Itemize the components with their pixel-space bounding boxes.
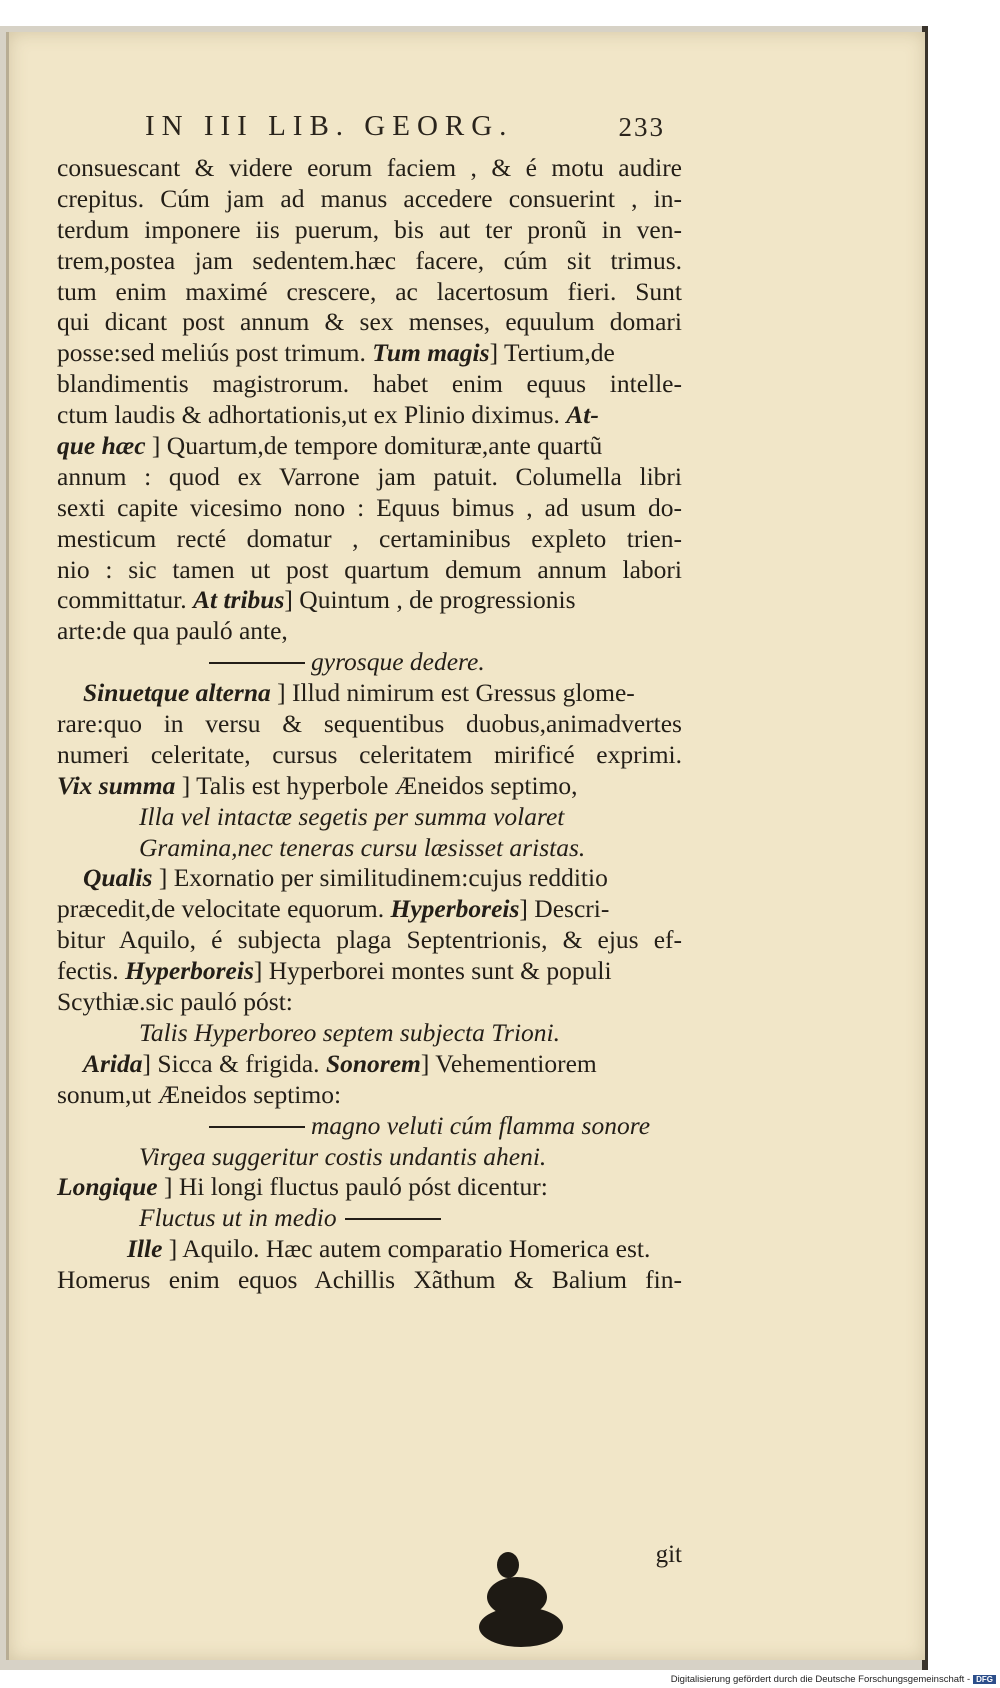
text-line: annum : quod ex Varrone jam patuit. Columella libri bbox=[57, 461, 682, 491]
ink-blot bbox=[497, 1552, 519, 1578]
quote-rule bbox=[209, 662, 305, 664]
text-line: nio : sic tamen ut post quartum demum annum labori bbox=[57, 554, 682, 584]
text-line bbox=[57, 1172, 682, 1203]
verse-line: Gramina,nec teneras cursu læsisset aristas. bbox=[139, 832, 586, 862]
text-segment: ] Tertium,de bbox=[489, 338, 615, 368]
text-line bbox=[57, 1049, 682, 1080]
text-line: numeri celeritate, cursus celeritatem mirificé exprimi. bbox=[57, 739, 682, 769]
text-segment: ] Descri- bbox=[519, 894, 610, 924]
text-segment: committatur. bbox=[57, 585, 187, 615]
text-line: qui dicant post annum & sex menses, equulum domari bbox=[57, 307, 682, 337]
lemma: Ille bbox=[127, 1234, 163, 1264]
quote-rule bbox=[345, 1218, 441, 1220]
quote-rule bbox=[209, 1126, 305, 1128]
text-segment: ] Talis est hyperbole Æneidos septimo, bbox=[181, 770, 578, 800]
text-line bbox=[57, 863, 682, 894]
book-page bbox=[6, 32, 925, 1660]
verse-line: Virgea suggeritur costis undantis aheni. bbox=[139, 1141, 547, 1171]
text-line: Homerus enim equos Achillis Xãthum & Balium fin- bbox=[57, 1265, 682, 1295]
text-line: mesticum recté domatur , certaminibus expleto trien- bbox=[57, 523, 682, 553]
catchword: git bbox=[655, 1541, 682, 1568]
text-line bbox=[57, 400, 682, 431]
lemma: Longique bbox=[57, 1172, 158, 1202]
text-segment: posse:sed meliús post trimum. bbox=[57, 338, 366, 368]
text-segment: ] Vehementiorem bbox=[420, 1048, 597, 1078]
lemma: Vix summa bbox=[57, 770, 176, 800]
verse-line: Illa vel intactæ segetis per summa volaret bbox=[139, 801, 565, 831]
digitization-footer bbox=[671, 1674, 996, 1685]
text-segment: præcedit,de velocitate equorum. bbox=[57, 894, 385, 924]
text-line bbox=[57, 894, 682, 925]
text-line: Scythiæ.sic pauló póst: bbox=[57, 987, 293, 1017]
text-segment: ] Quartum,de tempore domituræ,ante quartũ bbox=[151, 431, 603, 461]
text-line bbox=[57, 585, 682, 616]
verse-quote: Fluctus ut in medio bbox=[139, 1203, 337, 1233]
text-segment: fectis. bbox=[57, 956, 119, 986]
page-number: 233 bbox=[618, 112, 665, 142]
text-line: crepitus. Cúm jam ad manus accedere consuerint , in- bbox=[57, 183, 682, 213]
text-line: arte:de qua pauló ante, bbox=[57, 616, 288, 646]
text-line bbox=[57, 678, 682, 709]
verse-line bbox=[57, 647, 682, 678]
text-segment: ] Aquilo. Hæc autem comparatio Homerica est. bbox=[168, 1234, 651, 1264]
text-segment: ] Quintum , de progressionis bbox=[284, 585, 576, 615]
text-line: trem,postea jam sedentem.hæc facere, cúm sit trimus. bbox=[57, 245, 682, 275]
running-head: IN III LIB. GEORG. bbox=[145, 110, 514, 142]
lemma: At tribus bbox=[192, 585, 285, 615]
dfg-logo: DFG bbox=[973, 1675, 996, 1684]
text-line bbox=[57, 431, 682, 462]
lemma: Tum magis bbox=[372, 338, 490, 368]
footer-text: Digitalisierung gefördert durch die Deutsche Forschungsgemeinschaft - bbox=[670, 1674, 971, 1685]
lemma: Sinuetque alterna bbox=[83, 678, 271, 708]
text-line: sonum,ut Æneidos septimo: bbox=[57, 1079, 342, 1109]
text-line: sexti capite vicesimo nono : Equus bimus , ad usum do- bbox=[57, 492, 682, 522]
verse-quote: gyrosque dedere. bbox=[311, 647, 485, 677]
text-line bbox=[57, 956, 682, 987]
verse-quote: magno veluti cúm flamma sonore bbox=[311, 1110, 651, 1140]
text-line bbox=[57, 1234, 682, 1265]
verse-line: Talis Hyperboreo septem subjecta Trioni. bbox=[139, 1017, 560, 1047]
text-line bbox=[57, 771, 682, 802]
lemma: Hyperboreis bbox=[124, 956, 254, 986]
verse-line bbox=[57, 1111, 682, 1142]
lemma: que hæc bbox=[57, 431, 146, 461]
lemma: At- bbox=[566, 400, 599, 430]
text-line: rare:quo in versu & sequentibus duobus,animadvertes bbox=[57, 709, 682, 739]
body-text bbox=[57, 153, 682, 1568]
lemma: Hyperboreis bbox=[390, 894, 520, 924]
text-line: consuescant & videre eorum faciem , & é motu audire bbox=[57, 153, 682, 182]
text-line bbox=[57, 338, 682, 369]
text-segment: ] Exornatio per similitudinem:cujus redditio bbox=[158, 863, 608, 893]
page-header bbox=[145, 110, 665, 150]
text-line: tum enim maximé crescere, ac lacertosum fieri. Sunt bbox=[57, 276, 682, 306]
text-line: blandimentis magistrorum. habet enim equus intelle- bbox=[57, 369, 682, 399]
ink-blot bbox=[479, 1607, 563, 1647]
verse-line bbox=[57, 1203, 682, 1234]
text-line: terdum imponere iis puerum, bis aut ter pronũ in ven- bbox=[57, 214, 682, 244]
lemma: Sonorem bbox=[325, 1048, 421, 1078]
lemma: Arida bbox=[83, 1048, 143, 1078]
text-segment: ] Illud nimirum est Gressus glome- bbox=[277, 678, 635, 708]
text-segment: ] Sicca & frigida. bbox=[142, 1048, 320, 1078]
text-line: bitur Aquilo, é subjecta plaga Septentrionis, & ejus ef- bbox=[57, 925, 682, 955]
text-segment: ] Hi longi fluctus pauló póst dicentur: bbox=[163, 1172, 548, 1202]
lemma: Qualis bbox=[83, 863, 153, 893]
text-segment: ctum laudis & adhortationis,ut ex Plinio diximus. bbox=[57, 400, 560, 430]
text-segment: ] Hyperborei montes sunt & populi bbox=[253, 956, 612, 986]
